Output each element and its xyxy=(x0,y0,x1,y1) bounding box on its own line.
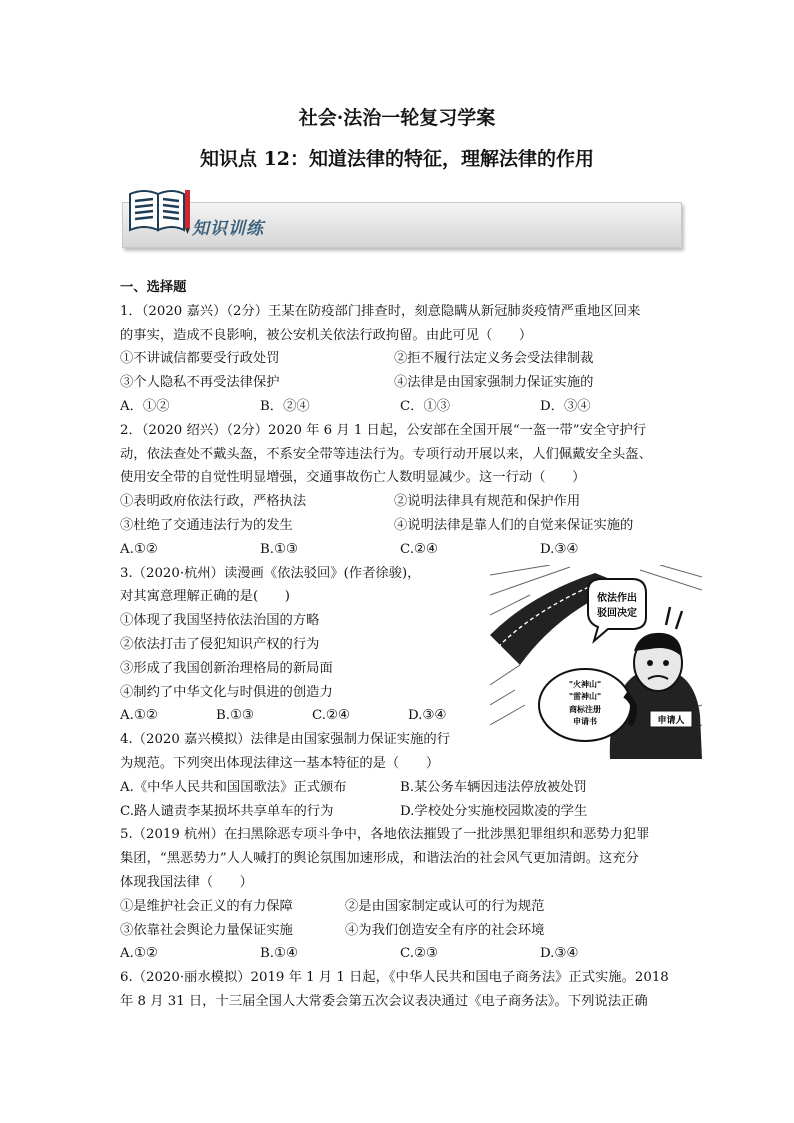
answer-option: C．①③ xyxy=(400,398,451,414)
cartoon-paper-line-3: 商标注册 xyxy=(569,705,601,714)
question-5-line-3: 体现我国法律（ ） xyxy=(120,874,253,890)
statement: ③杜绝了交通违法行为的发生 xyxy=(120,517,293,533)
question-1-answers xyxy=(120,395,680,419)
question-1-line-2: 的事实，造成不良影响，被公安机关依法行政拘留。由此可见（ ） xyxy=(120,327,533,343)
question-5-statements-row-1 xyxy=(120,895,680,919)
question-5-line-2: 集团，“黑恶势力”人人喊打的舆论氛围加速形成，和谐法治的社会风气更加清朗。这充分 xyxy=(120,851,639,867)
question-2-line-1: 2．（2020 绍兴）（2分）2020 年 6 月 1 日起，公安部在全国开展“一盔一带”安全守护行 xyxy=(120,422,647,438)
question-6-line-1: 6.（2020·丽水模拟）2019 年 1 月 1 日起，《中华人民共和国电子商务法》正式实施。2018 xyxy=(120,970,669,986)
answer-option: A.①② xyxy=(120,541,158,557)
question-3-statement-4: ④制约了中华文化与时俱进的创造力 xyxy=(120,684,333,700)
question-2-statements-row-2 xyxy=(120,514,680,538)
cartoon-paper-line-4: 申请书 xyxy=(573,717,597,726)
question-2-statements-row-1 xyxy=(120,490,680,514)
cartoon-paper-line-2: "雷神山" xyxy=(568,692,602,701)
question-3-statement-3: ③形成了我国创新治理格局的新局面 xyxy=(120,660,333,676)
banner-label: 知识训练 xyxy=(192,219,264,239)
statement: ④法律是由国家强制力保证实施的 xyxy=(394,375,594,391)
cartoon-badge-text: 申请人 xyxy=(657,716,685,726)
answer-option: D.学校处分实施校园欺凌的学生 xyxy=(400,803,588,819)
answer-option: C.②③ xyxy=(400,946,438,962)
cartoon-bubble-line-1: 依法作出 xyxy=(597,593,637,604)
question-1-line-1: 1．（2020 嘉兴）（2分）王某在防疫部门排查时，刻意隐瞒从新冠肺炎疫情严重地区回来 xyxy=(120,303,641,319)
statement: ③个人隐私不再受法律保护 xyxy=(120,375,280,391)
answer-option: A.①② xyxy=(120,708,158,724)
question-4-options-row-2 xyxy=(120,800,680,824)
question-4-line-1: 4.（2020 嘉兴模拟）法律是由国家强制力保证实施的行 xyxy=(120,732,450,748)
answer-option: A.①② xyxy=(120,946,158,962)
statement: ②是由国家制定或认可的行为规范 xyxy=(345,898,545,914)
answer-option: C.路人谴责李某损坏共享单车的行为 xyxy=(120,803,334,819)
question-6-line-2: 年 8 月 31 日，十三届全国人大常委会第五次会议表决通过《电子商务法》。下列说法正确 xyxy=(120,993,648,1009)
statement: ②说明法律具有规范和保护作用 xyxy=(394,494,581,510)
answer-option: D.③④ xyxy=(540,541,579,557)
page-subtitle: 知识点 12：知道法律的特征，理解法律的作用 xyxy=(199,148,595,170)
question-3-statement-1: ①体现了我国坚持依法治国的方略 xyxy=(120,613,320,629)
answer-option: A．①② xyxy=(120,398,170,414)
page-title: 社会·法治一轮复习学案 xyxy=(298,107,496,129)
question-4-options-row-1 xyxy=(120,776,680,800)
question-5-statements-row-2 xyxy=(120,919,680,943)
answer-option: B．②④ xyxy=(260,398,310,414)
answer-option: B.某公务车辆因违法停放被处罚 xyxy=(400,779,587,795)
answer-option: C.②④ xyxy=(400,541,438,557)
answer-option: B.①④ xyxy=(260,946,298,962)
answer-option: B.①③ xyxy=(260,541,298,557)
question-2-line-2: 动，依法查处不戴头盔，不系安全带等违法行为。专项行动开展以来，人们佩戴安全头盔、 xyxy=(120,446,652,462)
answer-option: A.《中华人民共和国国歌法》正式颁布 xyxy=(120,779,347,795)
question-4-line-2: 为规范。下列突出体现法律这一基本特征的是（ ） xyxy=(120,755,440,771)
section-heading: 一、选择题 xyxy=(120,280,187,295)
answer-option: C.②④ xyxy=(312,708,350,724)
answer-option: D．③④ xyxy=(540,398,591,414)
question-1-statements-row-2 xyxy=(120,371,680,395)
statement: ②拒不履行法定义务会受法律制裁 xyxy=(394,351,594,367)
statement: ④说明法律是靠人们的自觉来保证实施的 xyxy=(394,517,634,533)
statement: ①是维护社会正义的有力保障 xyxy=(120,898,293,914)
answer-option: D.③④ xyxy=(540,946,579,962)
answer-option: B.①③ xyxy=(216,708,254,724)
question-3-line-1: 3.（2020·杭州）读漫画《依法驳回》(作者徐骏)， xyxy=(120,565,421,581)
cartoon-paper-line-1: "火神山" xyxy=(568,680,602,689)
statement: ①不讲诚信都要受行政处罚 xyxy=(120,351,280,367)
statement: ④为我们创造安全有序的社会环境 xyxy=(345,922,545,938)
book-pencil-icon xyxy=(128,186,192,236)
question-5-answers xyxy=(120,942,680,966)
question-5-line-1: 5.（2019 杭州）在扫黑除恶专项斗争中，各地依法摧毁了一批涉黑犯罪组织和恶势力犯罪 xyxy=(120,827,650,843)
question-2-answers xyxy=(120,538,680,562)
cartoon-bubble-line-2: 驳回决定 xyxy=(597,608,637,619)
question-3-statement-2: ②依法打击了侵犯知识产权的行为 xyxy=(120,636,320,652)
question-2-line-3: 使用安全带的自觉性明显增强，交通事故伤亡人数明显减少。这一行动（ ） xyxy=(120,470,586,486)
answer-option: D.③④ xyxy=(408,708,447,724)
cartoon-image xyxy=(490,565,702,759)
statement: ①表明政府依法行政，严格执法 xyxy=(120,494,307,510)
question-3-line-2: 对其寓意理解正确的是( ) xyxy=(120,589,290,605)
question-1-statements-row-1 xyxy=(120,347,680,371)
statement: ③依靠社会舆论力量保证实施 xyxy=(120,922,293,938)
